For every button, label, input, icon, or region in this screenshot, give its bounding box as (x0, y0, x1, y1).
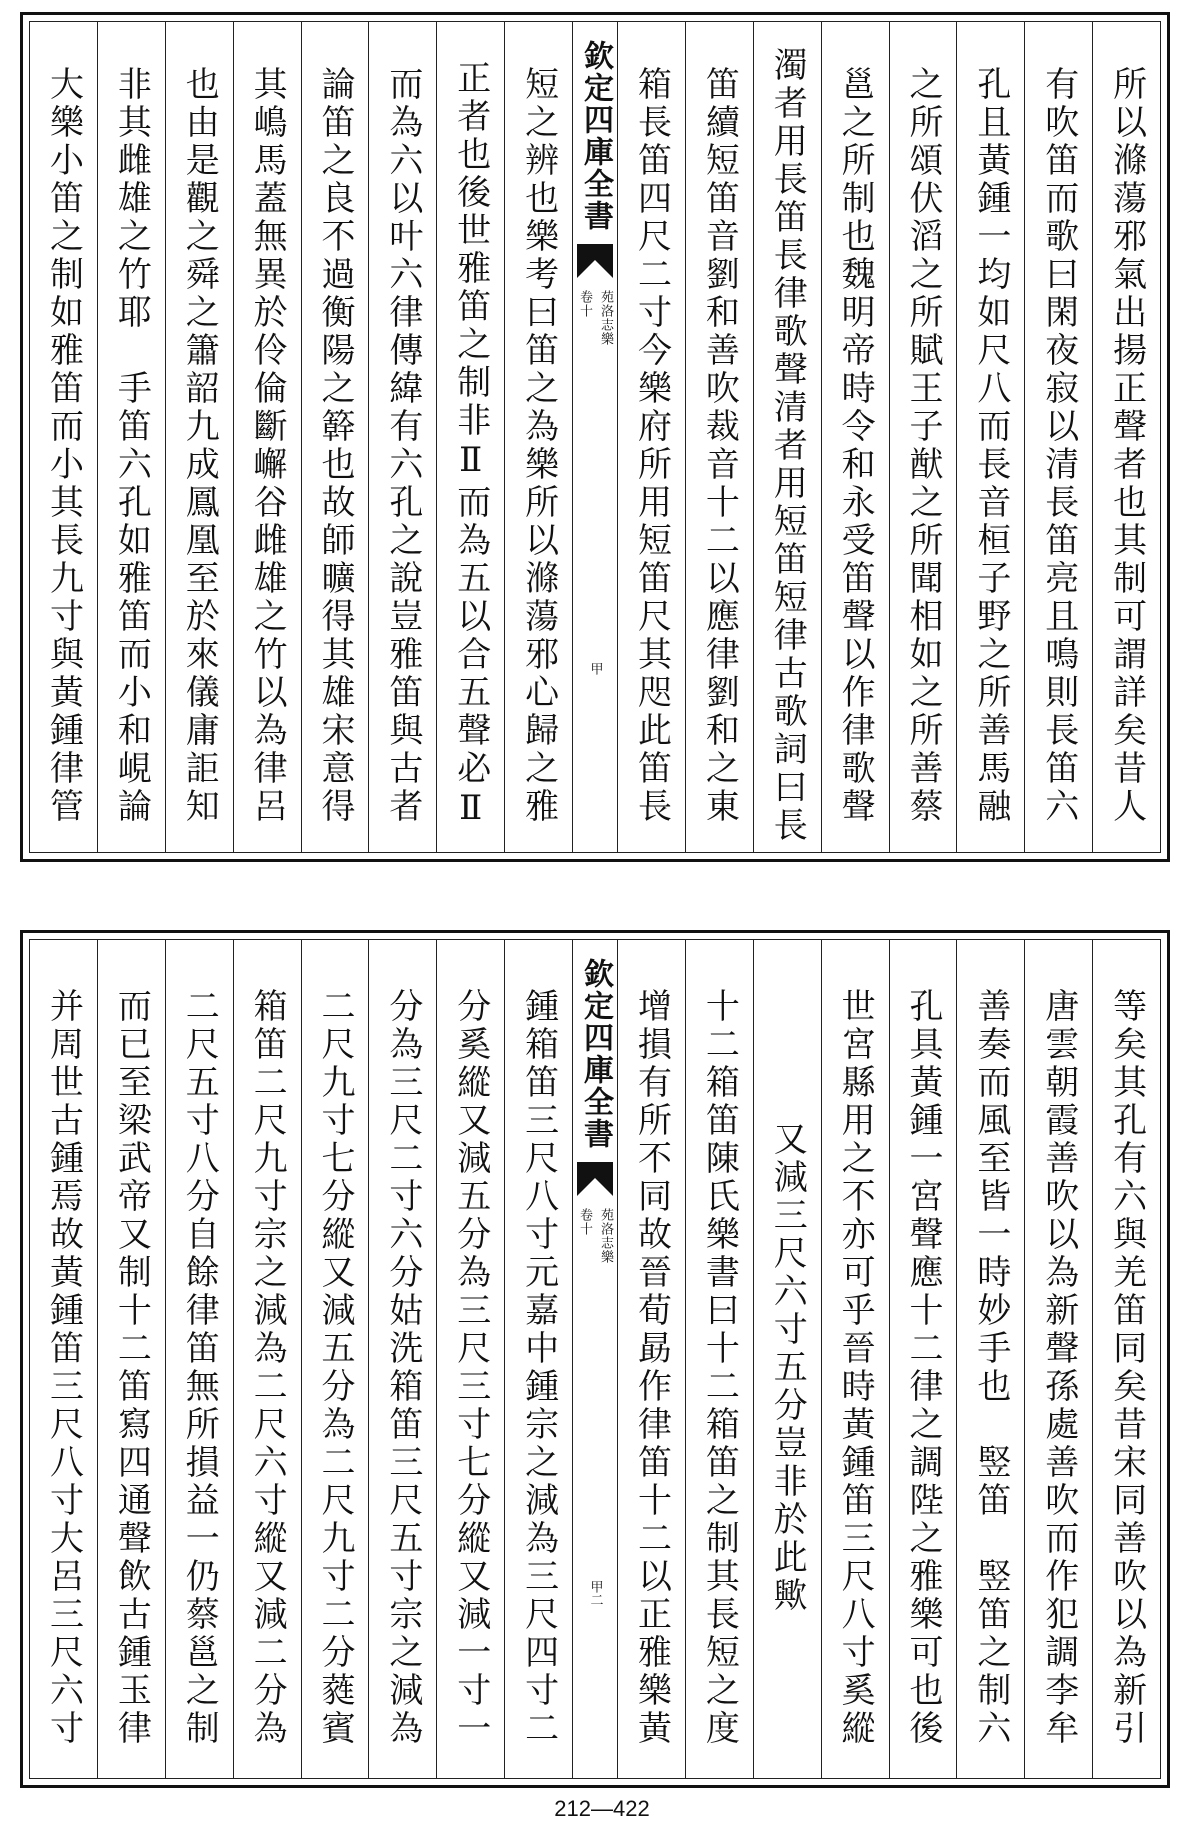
text-column: 二尺九寸七分縱又減五分為二尺九寸二分蕤賓 (301, 940, 369, 1778)
chapter-volume: 卷十 (577, 1208, 592, 1236)
text-column: 論笛之良不過衡陽之簳也故師曠得其雄宋意得 (301, 22, 369, 852)
text-column: 箱長笛四尺二寸今樂府所用短笛尺其咫此笛長 (617, 22, 685, 852)
upper-page-grid (29, 21, 1161, 853)
text-column: 又減三尺六寸五分豈非於此歟 (753, 940, 821, 1778)
lower-page (20, 930, 1170, 1788)
page-code: 212—422 (554, 1796, 650, 1821)
fish-tail-mark-icon (577, 244, 613, 278)
text-column: 箱笛二尺九寸宗之減為二尺六寸縱又減二分為 (233, 940, 301, 1778)
text-column: 而已至梁武帝又制十二笛寫四通聲飲古鍾玉律 (97, 940, 165, 1778)
text-column: 非其雌雄之竹耶 手笛六孔如雅笛而小和峴論 (97, 22, 165, 852)
upper-page (20, 12, 1170, 862)
folio-number: 甲 (587, 662, 603, 675)
text-column: 大樂小笛之制如雅笛而小其長九寸與黃鍾律管 (43, 66, 84, 826)
text-column: 其嶋馬蓋無異於伶倫斷嶰谷雌雄之竹以為律呂 (233, 22, 301, 852)
book-title: 欽定四庫全書 (578, 958, 613, 1150)
text-column: 短之辨也樂考曰笛之為樂所以滌蕩邪心歸之雅 (504, 22, 572, 852)
text-column: 孔且黃鍾一均如尺八而長音桓子野之所善馬融 (956, 22, 1024, 852)
chapter-name: 苑洛志樂 (598, 290, 613, 346)
text-column: 分奚縱又減五分為三尺三寸七分縱又減一寸一 (436, 940, 504, 1778)
folio-number: 甲二 (587, 1580, 603, 1606)
text-column: 邕之所制也魏明帝時令和永受笛聲以作律歌聲 (821, 22, 889, 852)
text-column: 唐雲朝霞善吹以為新聲孫處善吹而作犯調李牟 (1024, 940, 1092, 1778)
text-column: 也由是觀之舜之簫韶九成鳳凰至於來儀庸詎知 (165, 22, 233, 852)
chapter-name: 苑洛志樂 (598, 1208, 613, 1264)
fish-tail-mark-icon (577, 1162, 613, 1196)
text-column: 十二箱笛陳氏樂書曰十二箱笛之制其長短之度 (685, 940, 753, 1778)
text-column: 增損有所不同故晉荀勗作律笛十二以正雅樂黃 (617, 940, 685, 1778)
text-column: 善奏而風至皆一時妙手也 竪笛 竪笛之制六 (956, 940, 1024, 1778)
text-column: 世宮縣用之不亦可乎晉時黃鍾笛三尺八寸奚縱 (821, 940, 889, 1778)
text-column: 有吹笛而歌曰閑夜寂以清長笛亮且鳴則長笛六 (1024, 22, 1092, 852)
lower-page-grid (29, 939, 1161, 1779)
text-column: 之所頌伏滔之所賦王子猷之所聞相如之所善蔡 (889, 22, 957, 852)
chapter-label (575, 1208, 615, 1264)
text-column: 分為三尺二寸六分姑洗箱笛三尺五寸宗之減為 (368, 940, 436, 1778)
page-header-column (572, 940, 617, 1778)
text-column: 孔具黃鍾一宮聲應十二律之調陛之雅樂可也後 (889, 940, 957, 1778)
text-column: 而為六以叶六律傳緯有六孔之說豈雅笛與古者 (368, 22, 436, 852)
text-column: 所以滌蕩邪氣出揚正聲者也其制可謂詳矣昔人 (1092, 22, 1160, 852)
text-column: 正者也後世雅笛之制非Ⅱ而為五以合五聲必Ⅱ (436, 22, 504, 852)
book-title: 欽定四庫全書 (578, 40, 613, 232)
text-column: 濁者用長笛長律歌聲清者用短笛短律古歌詞曰長 (753, 22, 821, 852)
text-column: 等矣其孔有六與羌笛同矣昔宋同善吹以為新引 (1092, 940, 1160, 1778)
page-header-column (572, 22, 617, 852)
text-column: 笛續短笛音劉和善吹裁音十二以應律劉和之東 (685, 22, 753, 852)
text-column: 并周世古鍾焉故黃鍾笛三尺八寸大呂三尺六寸 (43, 988, 84, 1748)
chapter-label (575, 290, 615, 346)
text-column: 二尺五寸八分自餘律笛無所損益一仍蔡邕之制 (165, 940, 233, 1778)
chapter-volume: 卷十 (577, 290, 592, 318)
text-column: 鍾箱笛三尺八寸元嘉中鍾宗之減為三尺四寸二 (504, 940, 572, 1778)
